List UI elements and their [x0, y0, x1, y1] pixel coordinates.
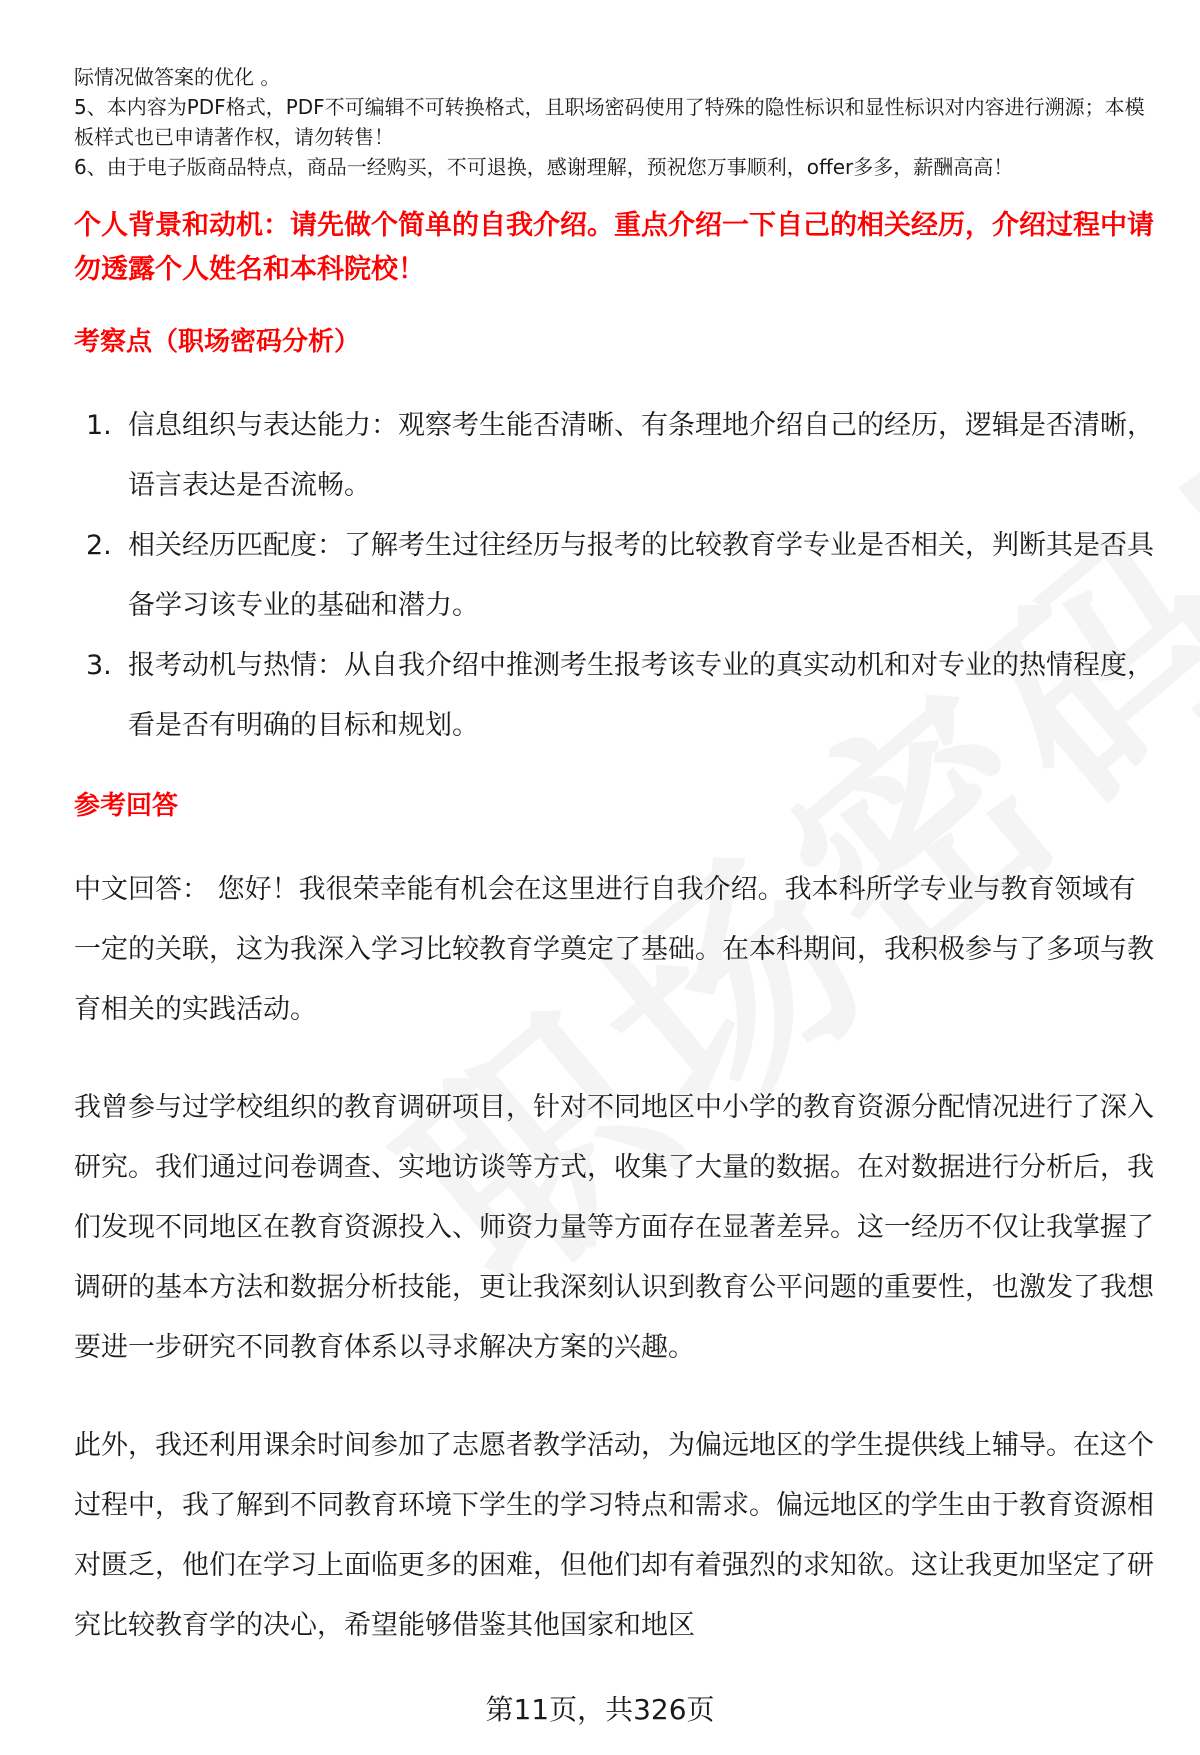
assessment-list	[74, 396, 1154, 756]
item-text: 相关经历匹配度：了解考生过往经历与报考的比较教育学专业是否相关，判断其是否具备学习该专业的基础和潜力。	[128, 530, 1154, 621]
item-number: 3.	[86, 650, 112, 681]
question-heading: 个人背景和动机：请先做个简单的自我介绍。重点介绍一下自己的相关经历，介绍过程中请勿透露个人姓名和本科院校！	[74, 210, 1154, 285]
item-text: 报考动机与热情：从自我介绍中推测考生报考该专业的真实动机和对专业的热情程度，看是否有明确的目标和规划。	[128, 650, 1154, 741]
answer-paragraph: 此外，我还利用课余时间参加了志愿者教学活动，为偏远地区的学生提供线上辅导。在这个过程中，我了解到不同教育环境下学生的学习特点和需求。偏远地区的学生由于教育资源相对匮乏，他们在学习上面临更多的困难，但他们却有着强烈的求知欲。这让我更加坚定了研究比较教育学的决心，希望能够借鉴其他国家和地区	[74, 1430, 1154, 1641]
item-number: 2.	[86, 530, 112, 561]
page-content	[74, 62, 1154, 1656]
item-text: 信息组织与表达能力：观察考生能否清晰、有条理地介绍自己的经历，逻辑是否清晰，语言表达是否流畅。	[128, 410, 1154, 501]
assessment-heading: 考察点（职场密码分析）	[74, 327, 361, 357]
item-number: 1.	[86, 410, 112, 441]
note-line: 6、由于电子版商品特点，商品一经购买，不可退换，感谢理解，预祝您万事顺利，offer多多，薪酬高高！	[74, 155, 1014, 179]
answer-heading: 参考回答	[74, 791, 179, 821]
assessment-item	[74, 396, 1154, 516]
note-line: 5、本内容为PDF格式，PDF不可编辑不可转换格式，且职场密码使用了特殊的隐性标识和显性标识对内容进行溯源；本模板样式也已申请著作权，请勿转售！	[74, 95, 1145, 149]
note-line: 际情况做答案的优化 。	[74, 65, 281, 89]
page-number: 第11页，共326页	[485, 1693, 715, 1726]
assessment-item	[74, 516, 1154, 636]
answer-paragraph: 我曾参与过学校组织的教育调研项目，针对不同地区中小学的教育资源分配情况进行了深入研究。我们通过问卷调查、实地访谈等方式，收集了大量的数据。在对数据进行分析后，我们发现不同地区在教育资源投入、师资力量等方面存在显著差异。这一经历不仅让我掌握了调研的基本方法和数据分析技能，更让我深刻认识到教育公平问题的重要性，也激发了我想要进一步研究不同教育体系以寻求解决方案的兴趣。	[74, 1092, 1154, 1363]
assessment-item	[74, 636, 1154, 756]
answer-paragraph: 中文回答： 您好！我很荣幸能有机会在这里进行自我介绍。我本科所学专业与教育领域有一定的关联，这为我深入学习比较教育学奠定了基础。在本科期间，我积极参与了多项与教育相关的实践活动。	[74, 874, 1154, 1025]
